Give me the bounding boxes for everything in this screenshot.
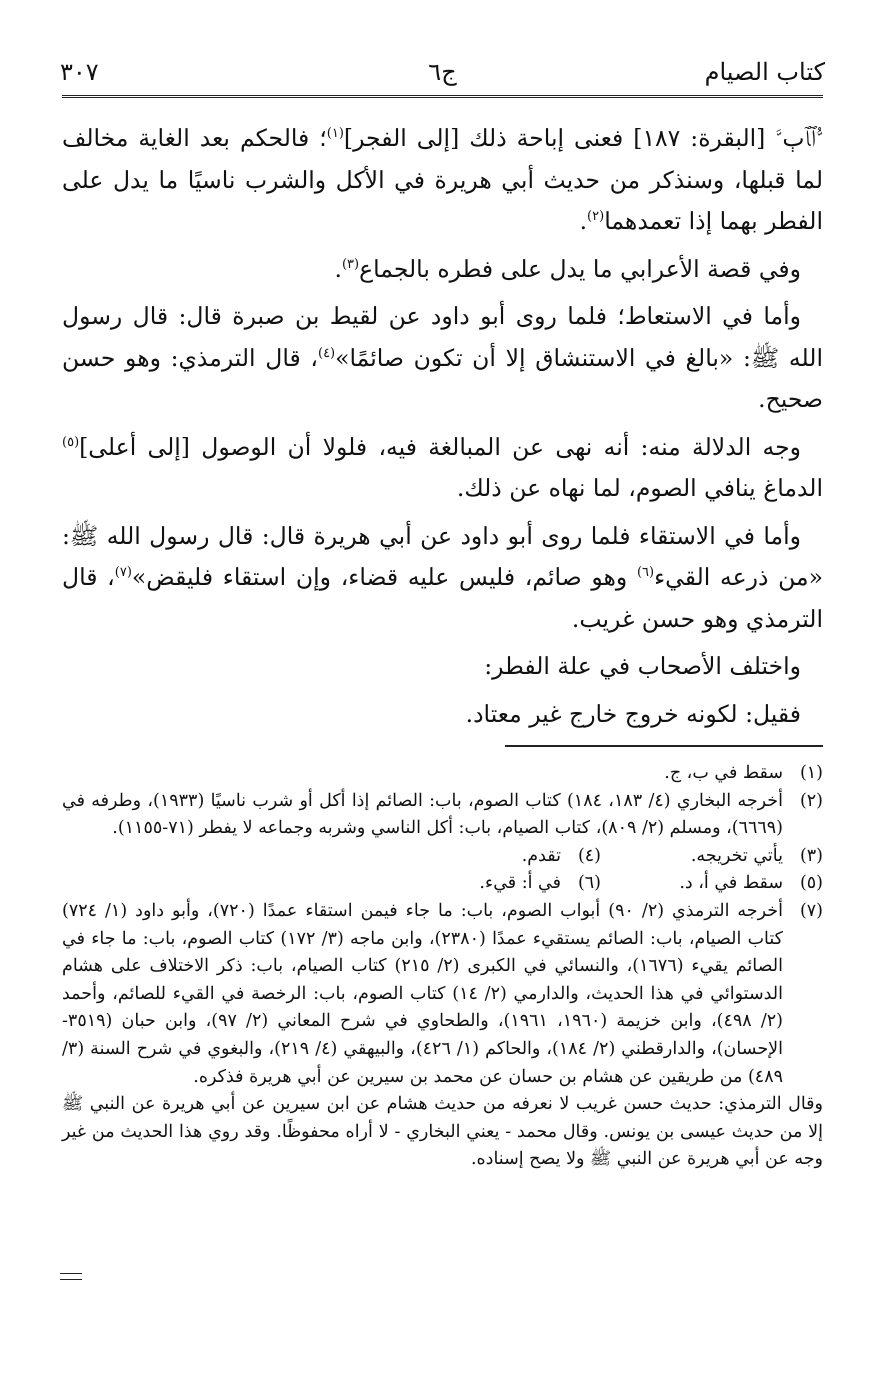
- footnote: [62, 760, 823, 788]
- footnote-ref: (٣): [341, 256, 360, 272]
- paragraph: فقيل: لكونه خروج خارج غير معتاد.: [465, 699, 801, 728]
- footnote-row: [62, 843, 823, 871]
- footnote-text: سقط في ب، ج.: [664, 763, 783, 783]
- footnote: [62, 788, 823, 843]
- footnote-text: في أ: قيء.: [479, 873, 561, 894]
- footnote: [62, 898, 823, 1091]
- footnote-text: أخرجه البخاري (٤/ ١٨٣، ١٨٤) كتاب الصوم، باب: الصائم إذا أكل أو شرب ناسيًا (١٩٣٣)، وطرفه في (٦٦٦٩)، ومسلم (٢/ ٨٠٩)، كتاب الصيام، باب: أكل الناسي وشربه وجماعه لا يفطر (٧١-١١٥٥).: [62, 790, 783, 839]
- footnote-number: (٧): [799, 900, 823, 921]
- page-number: ٣٠٧: [60, 58, 99, 86]
- footnote-number: (٥): [799, 873, 823, 894]
- footnote-ref: (١): [326, 126, 344, 142]
- footnote: [479, 870, 601, 898]
- footnotes: [62, 760, 823, 1174]
- footnote-ref: (٦): [636, 565, 655, 581]
- running-header: [60, 54, 825, 94]
- continuation-mark: [60, 1273, 82, 1280]
- paragraph: وأما في الاستقاء فلما روى أبو داود عن أبي هريرة قال: قال رسول الله ﷺ: «من ذرعه القيء$^{(٦)}$ وهو صائم، فليس عليه قضاء، وإن استقاء فليقض»$^{(٧)}$، قال الترمذي وهو حسن غريب.: [62, 521, 823, 633]
- footnote-number: (٢): [799, 790, 823, 811]
- volume-label: ج٦: [428, 58, 457, 86]
- footnote-text: سقط في أ، د.: [679, 873, 783, 894]
- header-rule: [62, 95, 823, 100]
- paragraph: وجه الدلالة منه: أنه نهى عن المبالغة فيه، فلولا أن الوصول [إلى أعلى]$^{(٥)}$ الدماغ ينافي الصوم، لما نهاه عن ذلك.: [62, 432, 823, 502]
- book-title: كتاب الصيام: [704, 58, 825, 86]
- main-text: [62, 118, 823, 735]
- paragraph: وفي قصة الأعرابي ما يدل على فطره بالجماع$^{(٣)}$.: [334, 254, 801, 283]
- footnote-number: (٤): [577, 845, 601, 866]
- footnote: [601, 870, 823, 898]
- footnote-ref: (٢): [587, 209, 605, 225]
- footnote-continuation: [62, 1091, 823, 1174]
- footnote: [601, 843, 823, 871]
- footnote-number: (٦): [577, 873, 601, 894]
- footnote: [522, 843, 601, 871]
- footnote-separator: [505, 745, 823, 747]
- footnote-text: يأتي تخريجه.: [690, 845, 783, 866]
- footnote-ref: (٧): [114, 565, 132, 581]
- paragraph: واختلف الأصحاب في علة الفطر:: [484, 652, 801, 680]
- footnote-ref: (٤): [317, 345, 336, 361]
- footnote-text: وقال الترمذي: حديث حسن غريب لا نعرفه من حديث هشام عن ابن سيرين عن أبي هريرة عن النبي ﷺ إلا من حديث عيسى بن يونس. وقال محمد - يعني البخاري - لا أراه محفوظًا. وقد روي هذا الحديث من غير وجه عن أبي هريرة عن النبي ﷺ ولا يصح إسناده.: [62, 1094, 823, 1170]
- footnote-text: تقدم.: [521, 845, 561, 866]
- footnote-ref: (٥): [62, 434, 80, 450]
- paragraph: ﱡﭐﭑﭒﱠ [البقرة: ١٨٧] فعنى إباحة ذلك [إلى الفجر]$^{(١)}$؛ فالحكم بعد الغاية مخالف لما قبلها، وسنذكر من حديث أبي هريرة في الأكل والشرب ناسيًا ما يدل على الفطر بهما إذا تعمدهما$^{(٢)}$.: [62, 124, 823, 235]
- footnote-number: (٣): [799, 845, 823, 866]
- footnote-row: [62, 870, 823, 898]
- footnote-number: (١): [799, 763, 823, 783]
- footnote-text: أخرجه الترمذي (٢/ ٩٠) أبواب الصوم، باب: ما جاء فيمن استقاء عمدًا (٧٢٠)، وأبو داود (١/ ٧٢٤) كتاب الصيام، باب: الصائم يستقيء عمدًا (٢٣٨٠)، وابن ماجه (٣/ ١٧٢) كتاب الصوم، باب: ما جاء في الصائم يقيء (١٦٧٦)، والنسائي في الكبرى (٢/ ٢١٥) كتاب الصيام، باب: ذكر الاختلاف على هشام الدستوائي في هذا الحديث، والدارمي (٢/ ١٤) كتاب الصوم، باب: الرخصة في القيء للصائم، وأحمد (٢/ ٤٩٨)، وابن خزيمة (١٩٦٠، ١٩٦١)، والطحاوي في شرح المعاني (٢/ ٩٧)، وابن حبان (٣٥١٩- الإحسان)، والدارقطني (٢/ ١٨٤)، والحاكم (١/ ٤٢٦)، والبيهقي (٤/ ٢١٩)، والبغوي في شرح السنة (٣/ ٤٨٩) من طريقين عن هشام بن حسان عن محمد بن سيرين عن أبي هريرة فذكره.: [62, 900, 784, 1087]
- paragraph: وأما في الاستعاط؛ فلما روى أبو داود عن لقيط بن صبرة قال: قال رسول الله ﷺ: «بالغ في الاستنشاق إلا أن تكون صائمًا»$^{(٤)}$، قال الترمذي: وهو حسن صحيح.: [62, 302, 823, 413]
